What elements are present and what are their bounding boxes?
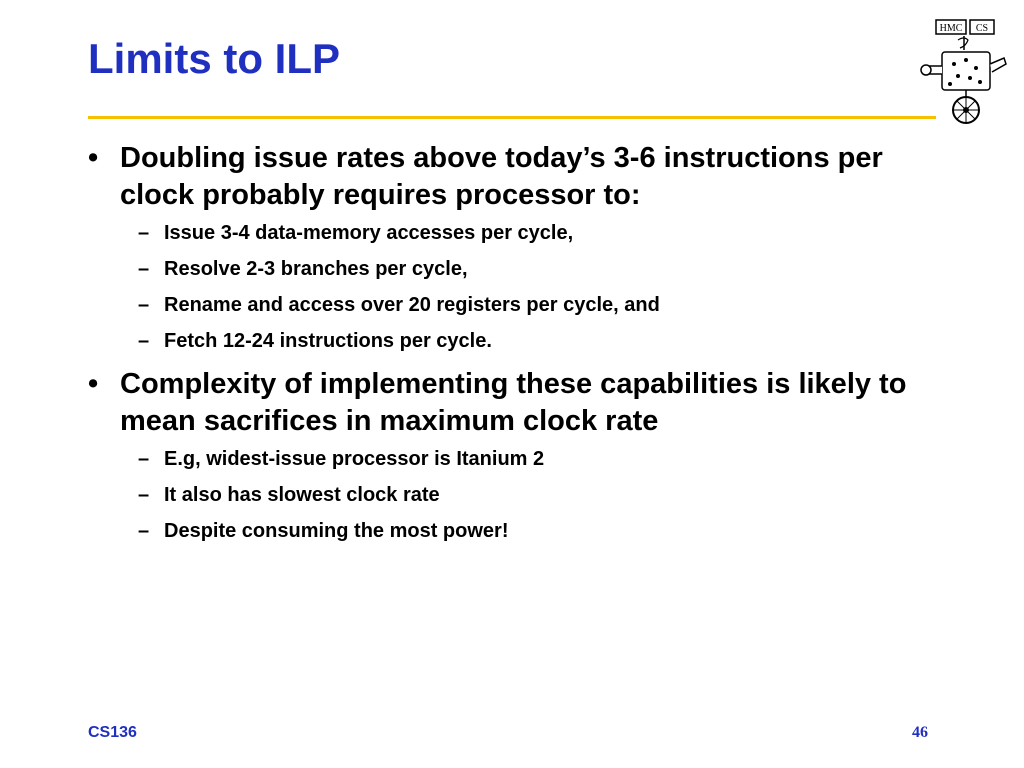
sub-list — [88, 446, 948, 544]
dash-icon: – — [138, 520, 150, 542]
sub-item — [88, 482, 948, 508]
title-underline — [88, 116, 936, 119]
dash-icon: – — [138, 222, 150, 244]
dash-icon: – — [138, 484, 150, 506]
slide-body — [88, 140, 948, 556]
sub-item — [88, 446, 948, 472]
logo-label-left: HMC — [939, 23, 963, 34]
bullet-text: Doubling issue rates above today’s 3-6 instructions per clock probably requires processor to: — [120, 142, 883, 211]
sub-item — [88, 256, 948, 282]
page-number: 46 — [912, 724, 928, 741]
sub-item-text: Despite consuming the most power! — [164, 520, 509, 542]
sub-item-text: E.g, widest-issue processor is Itanium 2 — [164, 448, 545, 470]
sub-item-text: It also has slowest clock rate — [164, 484, 440, 506]
dash-icon: – — [138, 294, 150, 316]
sub-item — [88, 518, 948, 544]
logo-label-right: CS — [975, 23, 989, 34]
footer-course: CS136 — [88, 724, 137, 741]
hmc-cs-robot-logo-icon — [918, 14, 1010, 126]
sub-item — [88, 220, 948, 246]
dash-icon: – — [138, 330, 150, 352]
bullet-issue-rates — [88, 140, 948, 214]
bullet-text: Complexity of implementing these capabilities is likely to mean sacrifices in maximum clock rate — [120, 368, 907, 437]
dash-icon: – — [138, 448, 150, 470]
sub-item-text: Rename and access over 20 registers per cycle, and — [164, 294, 660, 316]
sub-list — [88, 220, 948, 354]
dash-icon: – — [138, 258, 150, 280]
sub-item-text: Resolve 2-3 branches per cycle, — [164, 258, 468, 280]
sub-item-text: Issue 3-4 data-memory accesses per cycle, — [164, 222, 574, 244]
sub-item-text: Fetch 12-24 instructions per cycle. — [164, 330, 492, 352]
bullet-dot-icon: • — [88, 142, 99, 174]
bullet-dot-icon: • — [88, 368, 99, 400]
bullet-complexity — [88, 366, 948, 440]
slide-title: Limits to ILP — [88, 35, 340, 82]
sub-item — [88, 292, 948, 318]
sub-item — [88, 328, 948, 354]
